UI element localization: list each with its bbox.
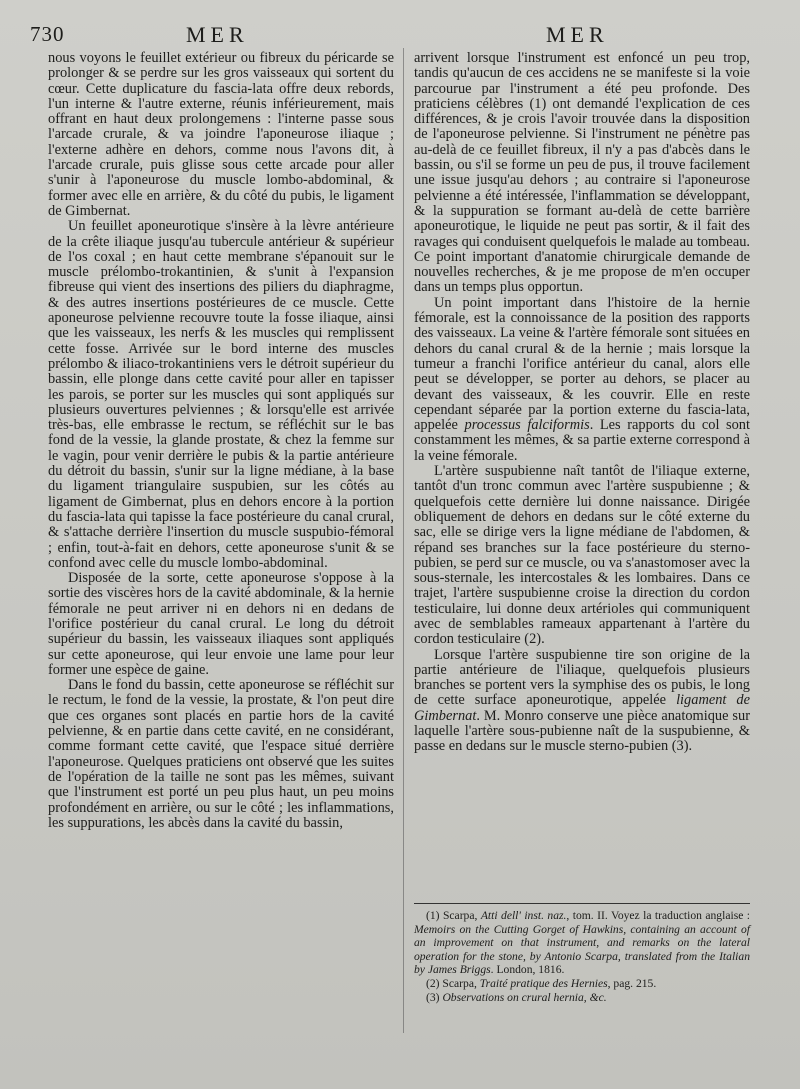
text-run: . London, 1816.	[490, 963, 565, 977]
text-run: Un point important dans l'histoire de la hernie fémorale, est la connoissance de la position des rapports des vaisseaux. La veine & l'artère fémorale sont situées en dehors du canal crural & de la hernie ; mais lorsque la tumeur a franchi l'orifice antérieur du canal, alors elle peut se développer, se porter au dehors, se placer au devant des vaisseaux, & les couvrir. Elle en reste cependant séparée par la portion externe du fascia-lata, appelée	[414, 294, 750, 434]
running-head-left: MER	[186, 22, 249, 47]
paragraph: Disposée de la sorte, cette aponeurose s'oppose à la sortie des viscères hors de la cavité abdominale, & la hernie fémorale ne peut arriver ni en dehors ni en dedans de l'orifice postérieur du canal crural. Le long du détroit supérieur du bassin, les vaisseaux iliaques sont appliqués sur cette aponeurose, qui leur envoie une lame pour leur former une espèce de gaine.	[48, 570, 394, 678]
paragraph: arrivent lorsque l'instrument est enfoncé un peu trop, tandis qu'aucun de ces accidens ne se manifeste si la voie parcourue par l'instrument a été peu profonde. Des praticiens célèbres (1) ont demandé l'explication de ces différences, & je crois l'avoir trouvée dans la disposition de l'aponeurose pelvienne. Si l'instrument ne pénètre pas au-delà de ce feuillet fibreux, il n'y a pas d'abcès dans le bassin, ou s'il se forme un peu de pus, il trouve facilement une issue jusqu'au dehors ; au contraire si l'aponeurose pelvienne a été intéressée, l'inflammation se développant, & la suppuration se formant au-delà de cette barrière aponeurotique, le liquide ne peut pas sortir, & il fait des ravages qui conduisent quelquefois le malade au tombeau. Ce point important d'anatomie chirurgicale demande de nouvelles recherches, & je me propose de m'en occuper dans un temps plus opportun.	[414, 50, 750, 296]
footnote-rule	[414, 903, 750, 904]
paragraph: nous voyons le feuillet extérieur ou fibreux du péricarde se prolonger & se perdre sur les gros vaisseaux qui sortent du cœur. Cette duplicature du fascia-lata offre deux rebords, l'un interne & l'autre externe, réunis inférieurement, mais offrant en haut deux prolongemens : l'interne passe sous l'arcade crurale, & va joindre l'aponeurose iliaque ; l'externe adhère en dehors, comme nous l'avons dit, à l'arcade crurale, puis glisse sous cette arcade pour aller s'unir à l'aponeurose du muscle lombo-abdominal, & former avec elle en arrière, & du côté du pubis, le ligament de Gimbernat.	[48, 50, 394, 219]
footnotes	[414, 909, 750, 1004]
text-run: , tom. II. Voyez la traduction anglaise :	[566, 909, 751, 922]
italic-term: Memoirs on the Cutting Gorget of Hawkins, containing an account of an improvement on that instrument, and remarks on the lateral operation for the stone, by Antonio Scarpa, translated from the Italian by James Briggs	[414, 922, 750, 977]
page-number: 730	[30, 22, 65, 46]
italic-term: Observations on crural hernia, &c.	[442, 990, 607, 1004]
text-run: . Les rapports du col sont constamment les mêmes, & sa partie externe correspond à la veine fémorale.	[414, 417, 751, 464]
footnote-1	[414, 909, 750, 977]
text-run: , pag. 215.	[607, 976, 657, 990]
column-divider	[403, 48, 404, 1033]
running-head-right: MER	[546, 22, 609, 47]
page-header	[0, 22, 800, 48]
paragraph	[414, 296, 750, 464]
text-run: (2) Scarpa,	[426, 976, 477, 990]
footnote-3	[414, 991, 750, 1005]
text-run: Lorsque l'artère suspubienne tire son origine de la partie antérieure de l'iliaque, quelquefois plusieurs branches se portent vers la symphise des os pubis, le long de cette surface aponeurotique, appelée	[414, 646, 750, 709]
paragraph: L'artère suspubienne naît tantôt de l'iliaque externe, tantôt d'un tronc commun avec l'artère suspubienne ; & quelquefois cette dernière lui donne naissance. Dirigée obliquement de dehors en dedans sur le côté externe du sac, elle se dirige vers la ligne médiane de l'abdomen, & répand ses branches sur la face postérieure du sterno-pubien, se perd sur ce muscle, ou va s'anastomoser avec la sous-sternale, les intercostales & les lombaires. Dans ce trajet, l'artère suspubienne croise la direction du cordon testiculaire, lui donne deux artérioles qui communiquent avec de semblables rameaux appartenant à l'artère du cordon testiculaire (2).	[414, 463, 750, 648]
paragraph	[414, 648, 750, 755]
text-run: . M. Monro conserve une pièce anatomique sur laquelle l'artère sous-pubienne naît de la suspubienne, & passe en dedans sur le muscle sterno-pubien (3).	[414, 707, 750, 755]
text-run: (1) Scarpa,	[426, 909, 478, 922]
italic-term: ligament de Gimbernat	[414, 692, 750, 724]
paragraph: Un feuillet aponeurotique s'insère à la lèvre antérieure de la crête iliaque jusqu'au tubercule antérieur & supérieur de l'os coxal ; en haut cette membrane s'épanouit sur le muscle prélombo-trokantinien, & s'unit à l'expansion fibreuse qui vient des insertions des piliers du diaphragme, & des autres insertions postérieures de ce muscle. Cette aponeurose pelvienne recouvre toute la fosse iliaque, ainsi que les vaisseaux, les nerfs & les muscles qui remplissent cette fosse. Arrivée sur le bord interne des muscles prélombo & iliaco-trokantiniens vers le détroit supérieur du bassin, elle plonge dans cette cavité pour aller en tapisser les parois, se porter sur les muscles qui sont appliqués sur plusieurs ouvertures pelviennes ; & lorsqu'elle est arrivée très-bas, elle embrasse le rectum, se réfléchit sur le bas fond de la vessie, la glande prostate, & chez la femme sur le vagin, pour venir derrière le pubis & la partie antérieure du détroit du bassin, s'unir sur la ligne médiane, à la base du ligament triangulaire suspubien, sur les côtés au ligament de Gimbernat, plus en dehors encore à la portion du fascia-lata qui tapisse la face postérieure du canal crural, & s'attache derrière l'insertion du muscle suspubio-fémoral ; enfin, tout-à-fait en dehors, cette aponeurose s'unit & se confond avec celle du muscle lombo-abdominal.	[48, 218, 394, 571]
paragraph: Dans le fond du bassin, cette aponeurose se réfléchit sur le rectum, le fond de la vessie, la prostate, & l'on peut dire que ces organes sont placés en partie hors de la cavité pelvienne, & en partie dans cette cavité, en ne considérant, comme formant cette cavité, que l'espace situé derrière l'aponeurose. Quelques praticiens ont observé que les suites de l'opération de la taille ne sont pas les mêmes, suivant que l'instrument est porté un peu plus haut, un peu moins profondément en arrière, ou sur le côté ; les inflammations, les suppurations, les abcès dans la cavité du bassin,	[48, 677, 394, 831]
footnote-2	[414, 977, 750, 991]
italic-term: Atti dell' inst. naz.	[480, 909, 567, 922]
left-column	[48, 51, 394, 831]
text-run: (3)	[426, 990, 440, 1004]
right-column	[414, 51, 750, 755]
italic-term: processus falciformis	[464, 417, 590, 434]
italic-term: Traité pratique des Hernies	[479, 976, 608, 990]
